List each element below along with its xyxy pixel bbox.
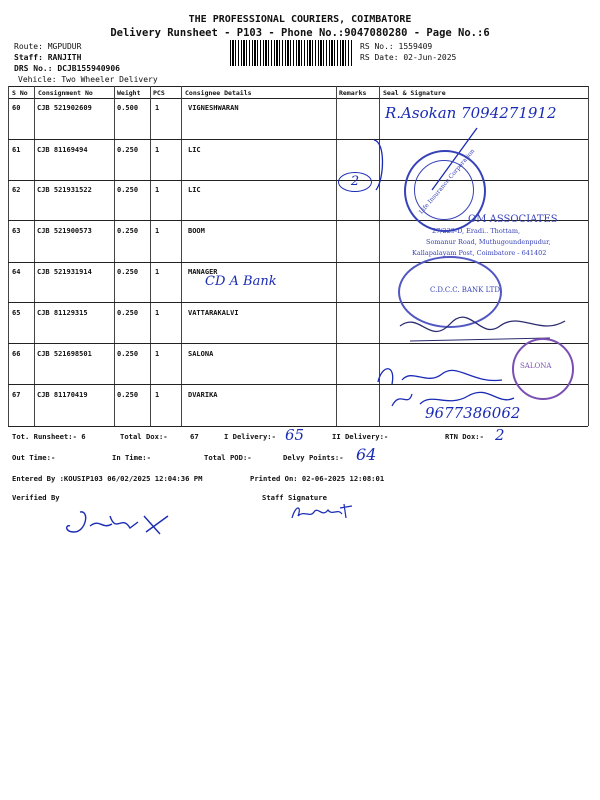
verifier-signature — [60, 508, 172, 540]
company-title: THE PROFESSIONAL COURIERS, COIMBATORE — [188, 14, 412, 25]
row-sno: 62 — [12, 186, 21, 194]
row-consignee: DVARIKA — [188, 391, 218, 399]
in-time-label: In Time:- — [112, 453, 151, 462]
col-weight: Weight — [117, 89, 141, 97]
row-consignment: CJB 521698501 — [37, 350, 92, 358]
row-sno: 65 — [12, 309, 21, 317]
delvy-points-label: Delvy Points:- — [283, 453, 344, 462]
ii-delivery-label: II Delivery:- — [332, 432, 389, 441]
row-rule — [8, 302, 588, 303]
col-divider — [150, 86, 151, 426]
rtn-dox-label: RTN Dox:- — [445, 432, 484, 441]
col-pcs: PCS — [153, 89, 165, 97]
col-consignee: Consignee Details — [185, 89, 252, 97]
assoc-stamp-name: OM ASSOCIATES — [468, 214, 558, 225]
row-weight: 0.250 — [117, 309, 139, 317]
staff-signature-label: Staff Signature — [262, 493, 327, 502]
handwritten-receiver-60: R.Asokan 7094271912 — [385, 104, 557, 122]
row-pcs: 1 — [155, 268, 160, 276]
assoc-stamp-line1: 27/229-D, Eradi.. Thottam, — [432, 227, 521, 235]
row-consignment: CJB 521931914 — [37, 268, 92, 276]
row-pcs: 1 — [155, 391, 160, 399]
col-consignment: Consignment No — [38, 89, 93, 97]
i-delivery-label: I Delivery:- — [224, 432, 276, 441]
total-pod-label: Total POD:- — [204, 453, 252, 462]
row-sno: 61 — [12, 146, 21, 154]
total-dox-value: 67 — [190, 432, 199, 441]
row-weight: 0.250 — [117, 186, 139, 194]
handwritten-note-64: CD A Bank — [205, 274, 277, 289]
staff-signature — [288, 500, 358, 524]
tot-runsheet: Tot. Runsheet:- 6 — [12, 432, 86, 441]
salona-stamp-text: SALONA — [520, 362, 552, 370]
entered-by: Entered By :KOUSIP103 06/02/2025 12:04:36 PM — [12, 474, 203, 483]
assoc-stamp-line3: Kallapalayam Post, Coimbatore - 641402 — [412, 249, 547, 257]
row-consignment: CJB 521902609 — [37, 104, 92, 112]
col-seal: Seal & Signature — [383, 89, 446, 97]
vehicle-label: Vehicle: Two Wheeler Delivery — [18, 75, 158, 84]
row-weight: 0.250 — [117, 350, 139, 358]
row-weight: 0.250 — [117, 227, 139, 235]
row-consignment: CJB 81129315 — [37, 309, 88, 317]
rs-number: RS No.: 1559409 — [360, 42, 433, 51]
row-sno: 67 — [12, 391, 21, 399]
rs-date: RS Date: 02-Jun-2025 — [360, 53, 457, 62]
row-sno: 64 — [12, 268, 21, 276]
row-pcs: 1 — [155, 104, 160, 112]
col-divider — [114, 86, 115, 426]
row-pcs: 1 — [155, 227, 160, 235]
delvy-points-value: 64 — [356, 445, 377, 464]
row-pcs: 1 — [155, 350, 160, 358]
row-consignee: MANAGER — [188, 268, 218, 276]
row-consignee: BOOM — [188, 227, 205, 235]
total-dox-label: Total Dox:- — [120, 432, 168, 441]
row-consignee: SALONA — [188, 350, 214, 358]
table-header-rule — [8, 98, 588, 99]
row-sno: 63 — [12, 227, 21, 235]
bank-stamp-text: C.D.C.C. BANK LTD. — [430, 286, 502, 294]
row-consignee: LIC — [188, 146, 201, 154]
staff-label: Staff: RANJITH — [14, 53, 82, 62]
col-divider — [181, 86, 182, 426]
lic-stamp-text: Life Insurance Corporation — [417, 147, 477, 216]
table-top-rule — [8, 86, 588, 87]
handwritten-mark-62: 2 — [338, 172, 372, 192]
col-divider — [588, 86, 589, 426]
assoc-stamp-line2: Somanur Road, Muthugoundenpudur, — [426, 238, 551, 246]
rtn-dox-value: 2 — [495, 426, 505, 444]
runsheet-subtitle: Delivery Runsheet - P103 - Phone No.:9047080280 - Page No.:6 — [110, 27, 490, 39]
row-consignee: VATTARAKALVI — [188, 309, 239, 317]
barcode — [230, 40, 352, 66]
col-remarks: Remarks — [339, 89, 367, 97]
verified-by-label: Verified By — [12, 493, 60, 502]
handwritten-phone-67: 9677386062 — [425, 404, 521, 422]
row-weight: 0.500 — [117, 104, 139, 112]
row-pcs: 1 — [155, 186, 160, 194]
row-consignee: VIGNESHWARAN — [188, 104, 239, 112]
col-divider — [34, 86, 35, 426]
row-rule — [8, 262, 588, 263]
row-sno: 66 — [12, 350, 21, 358]
row-consignment: CJB 521900573 — [37, 227, 92, 235]
row-consignment: CJB 81169494 — [37, 146, 88, 154]
row-weight: 0.250 — [117, 268, 139, 276]
row-pcs: 1 — [155, 146, 160, 154]
route-label: Route: MGPUDUR — [14, 42, 82, 51]
drs-number: DRS No.: DCJB155940906 — [14, 64, 120, 73]
col-divider — [336, 86, 337, 426]
row-weight: 0.250 — [117, 146, 139, 154]
row-consignment: CJB 81170419 — [37, 391, 88, 399]
out-time-label: Out Time:- — [12, 453, 56, 462]
i-delivery-value: 65 — [285, 426, 305, 444]
printed-on: Printed On: 02-06-2025 12:08:01 — [250, 474, 385, 483]
row-sno: 60 — [12, 104, 21, 112]
col-sno: S No — [12, 89, 28, 97]
row-consignee: LIC — [188, 186, 201, 194]
row-pcs: 1 — [155, 309, 160, 317]
col-divider — [8, 86, 9, 426]
row-consignment: CJB 521931522 — [37, 186, 92, 194]
row-weight: 0.250 — [117, 391, 139, 399]
